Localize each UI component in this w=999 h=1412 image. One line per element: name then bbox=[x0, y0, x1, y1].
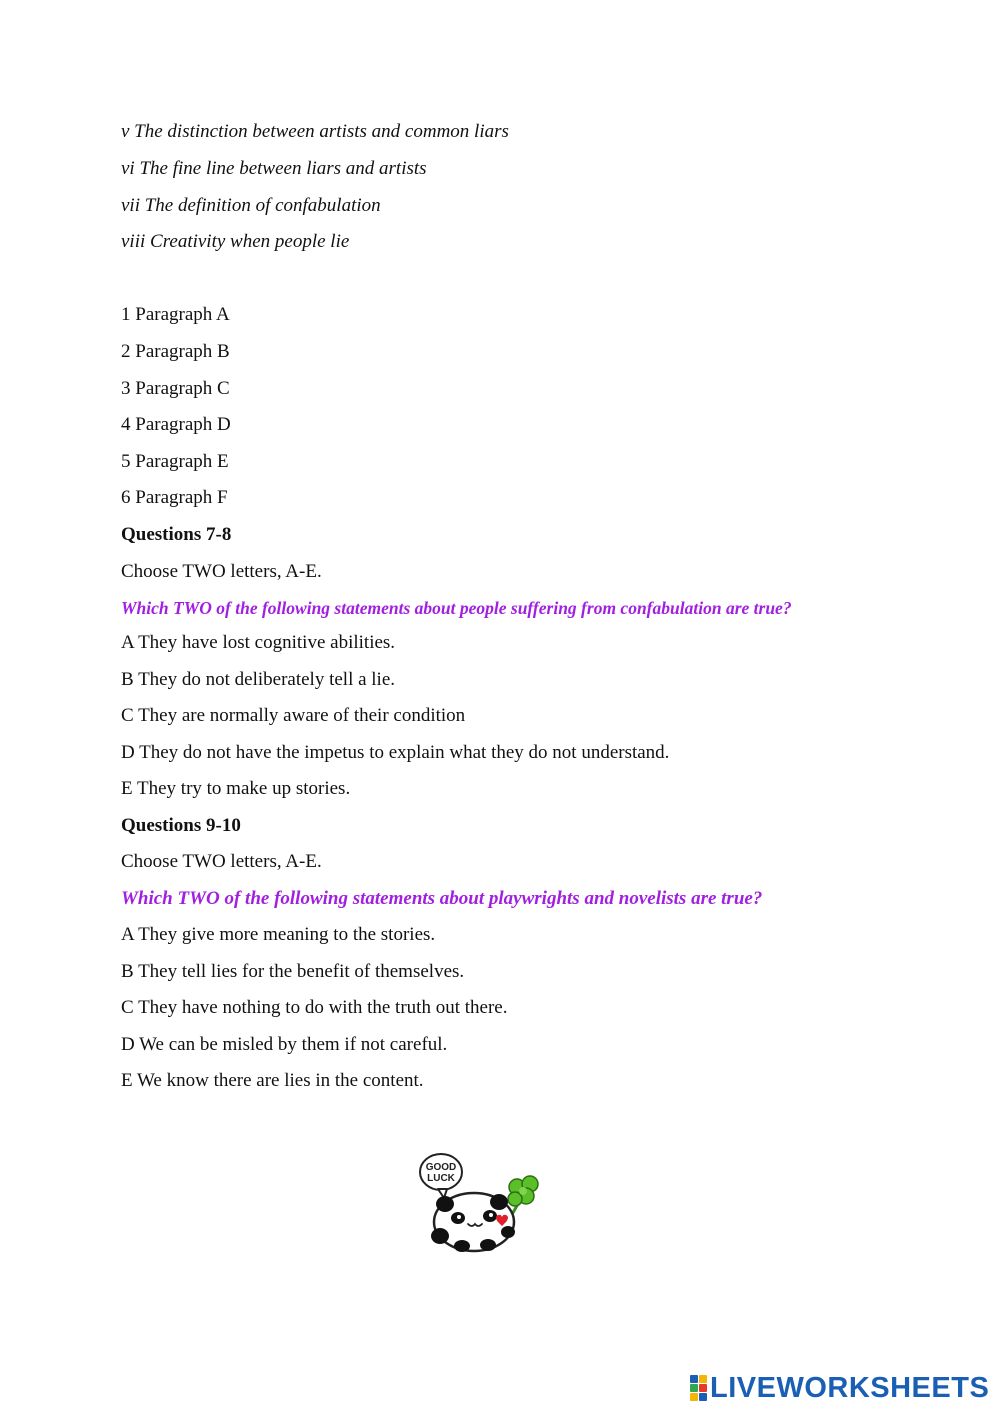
section-title-7-8: Questions 7-8 bbox=[121, 524, 232, 545]
liveworksheets-logo bbox=[690, 1373, 989, 1403]
panda-clover-icon bbox=[414, 1150, 550, 1254]
option-7-8-c: C They are normally aware of their condition bbox=[121, 705, 466, 726]
prompt-9-10: Which TWO of the following statements about playwrights and novelists are true? bbox=[121, 888, 763, 909]
sticker-text-luck: LUCK bbox=[427, 1173, 455, 1184]
option-7-8-e: E They try to make up stories. bbox=[121, 778, 351, 799]
heading-option-viii: viii Creativity when people lie bbox=[121, 231, 350, 252]
option-7-8-d: D They do not have the impetus to explain what they do not understand. bbox=[121, 742, 670, 763]
paragraph-item-5: 5 Paragraph E bbox=[121, 451, 229, 472]
heading-option-vi: vi The fine line between liars and artists bbox=[121, 158, 427, 179]
section-title-9-10: Questions 9-10 bbox=[121, 815, 241, 836]
option-9-10-e: E We know there are lies in the content. bbox=[121, 1070, 424, 1091]
prompt-7-8: Which TWO of the following statements about people suffering from confabulation are true? bbox=[121, 598, 792, 618]
clover-icon bbox=[508, 1176, 538, 1206]
paragraph-item-6: 6 Paragraph F bbox=[121, 487, 228, 508]
heading-option-v: v The distinction between artists and common liars bbox=[121, 121, 509, 142]
panda-icon bbox=[431, 1193, 515, 1252]
option-9-10-b: B They tell lies for the benefit of themselves. bbox=[121, 961, 465, 982]
sticker-text-good: GOOD bbox=[425, 1162, 457, 1173]
logo-text: LIVEWORKSHEETS bbox=[710, 1371, 990, 1404]
option-7-8-a: A They have lost cognitive abilities. bbox=[121, 632, 396, 653]
option-7-8-b: B They do not deliberately tell a lie. bbox=[121, 669, 396, 690]
paragraph-item-3: 3 Paragraph C bbox=[121, 378, 230, 399]
paragraph-item-4: 4 Paragraph D bbox=[121, 414, 231, 435]
option-9-10-d: D We can be misled by them if not careful. bbox=[121, 1034, 448, 1055]
paragraph-item-2: 2 Paragraph B bbox=[121, 341, 230, 362]
instruction-9-10: Choose TWO letters, A-E. bbox=[121, 851, 322, 872]
option-9-10-a: A They give more meaning to the stories. bbox=[121, 924, 436, 945]
instruction-7-8: Choose TWO letters, A-E. bbox=[121, 561, 322, 582]
option-9-10-c: C They have nothing to do with the truth out there. bbox=[121, 997, 508, 1018]
logo-blocks-icon bbox=[690, 1375, 707, 1401]
paragraph-item-1: 1 Paragraph A bbox=[121, 304, 230, 325]
heading-option-vii: vii The definition of confabulation bbox=[121, 195, 381, 216]
speech-bubble bbox=[420, 1154, 462, 1198]
